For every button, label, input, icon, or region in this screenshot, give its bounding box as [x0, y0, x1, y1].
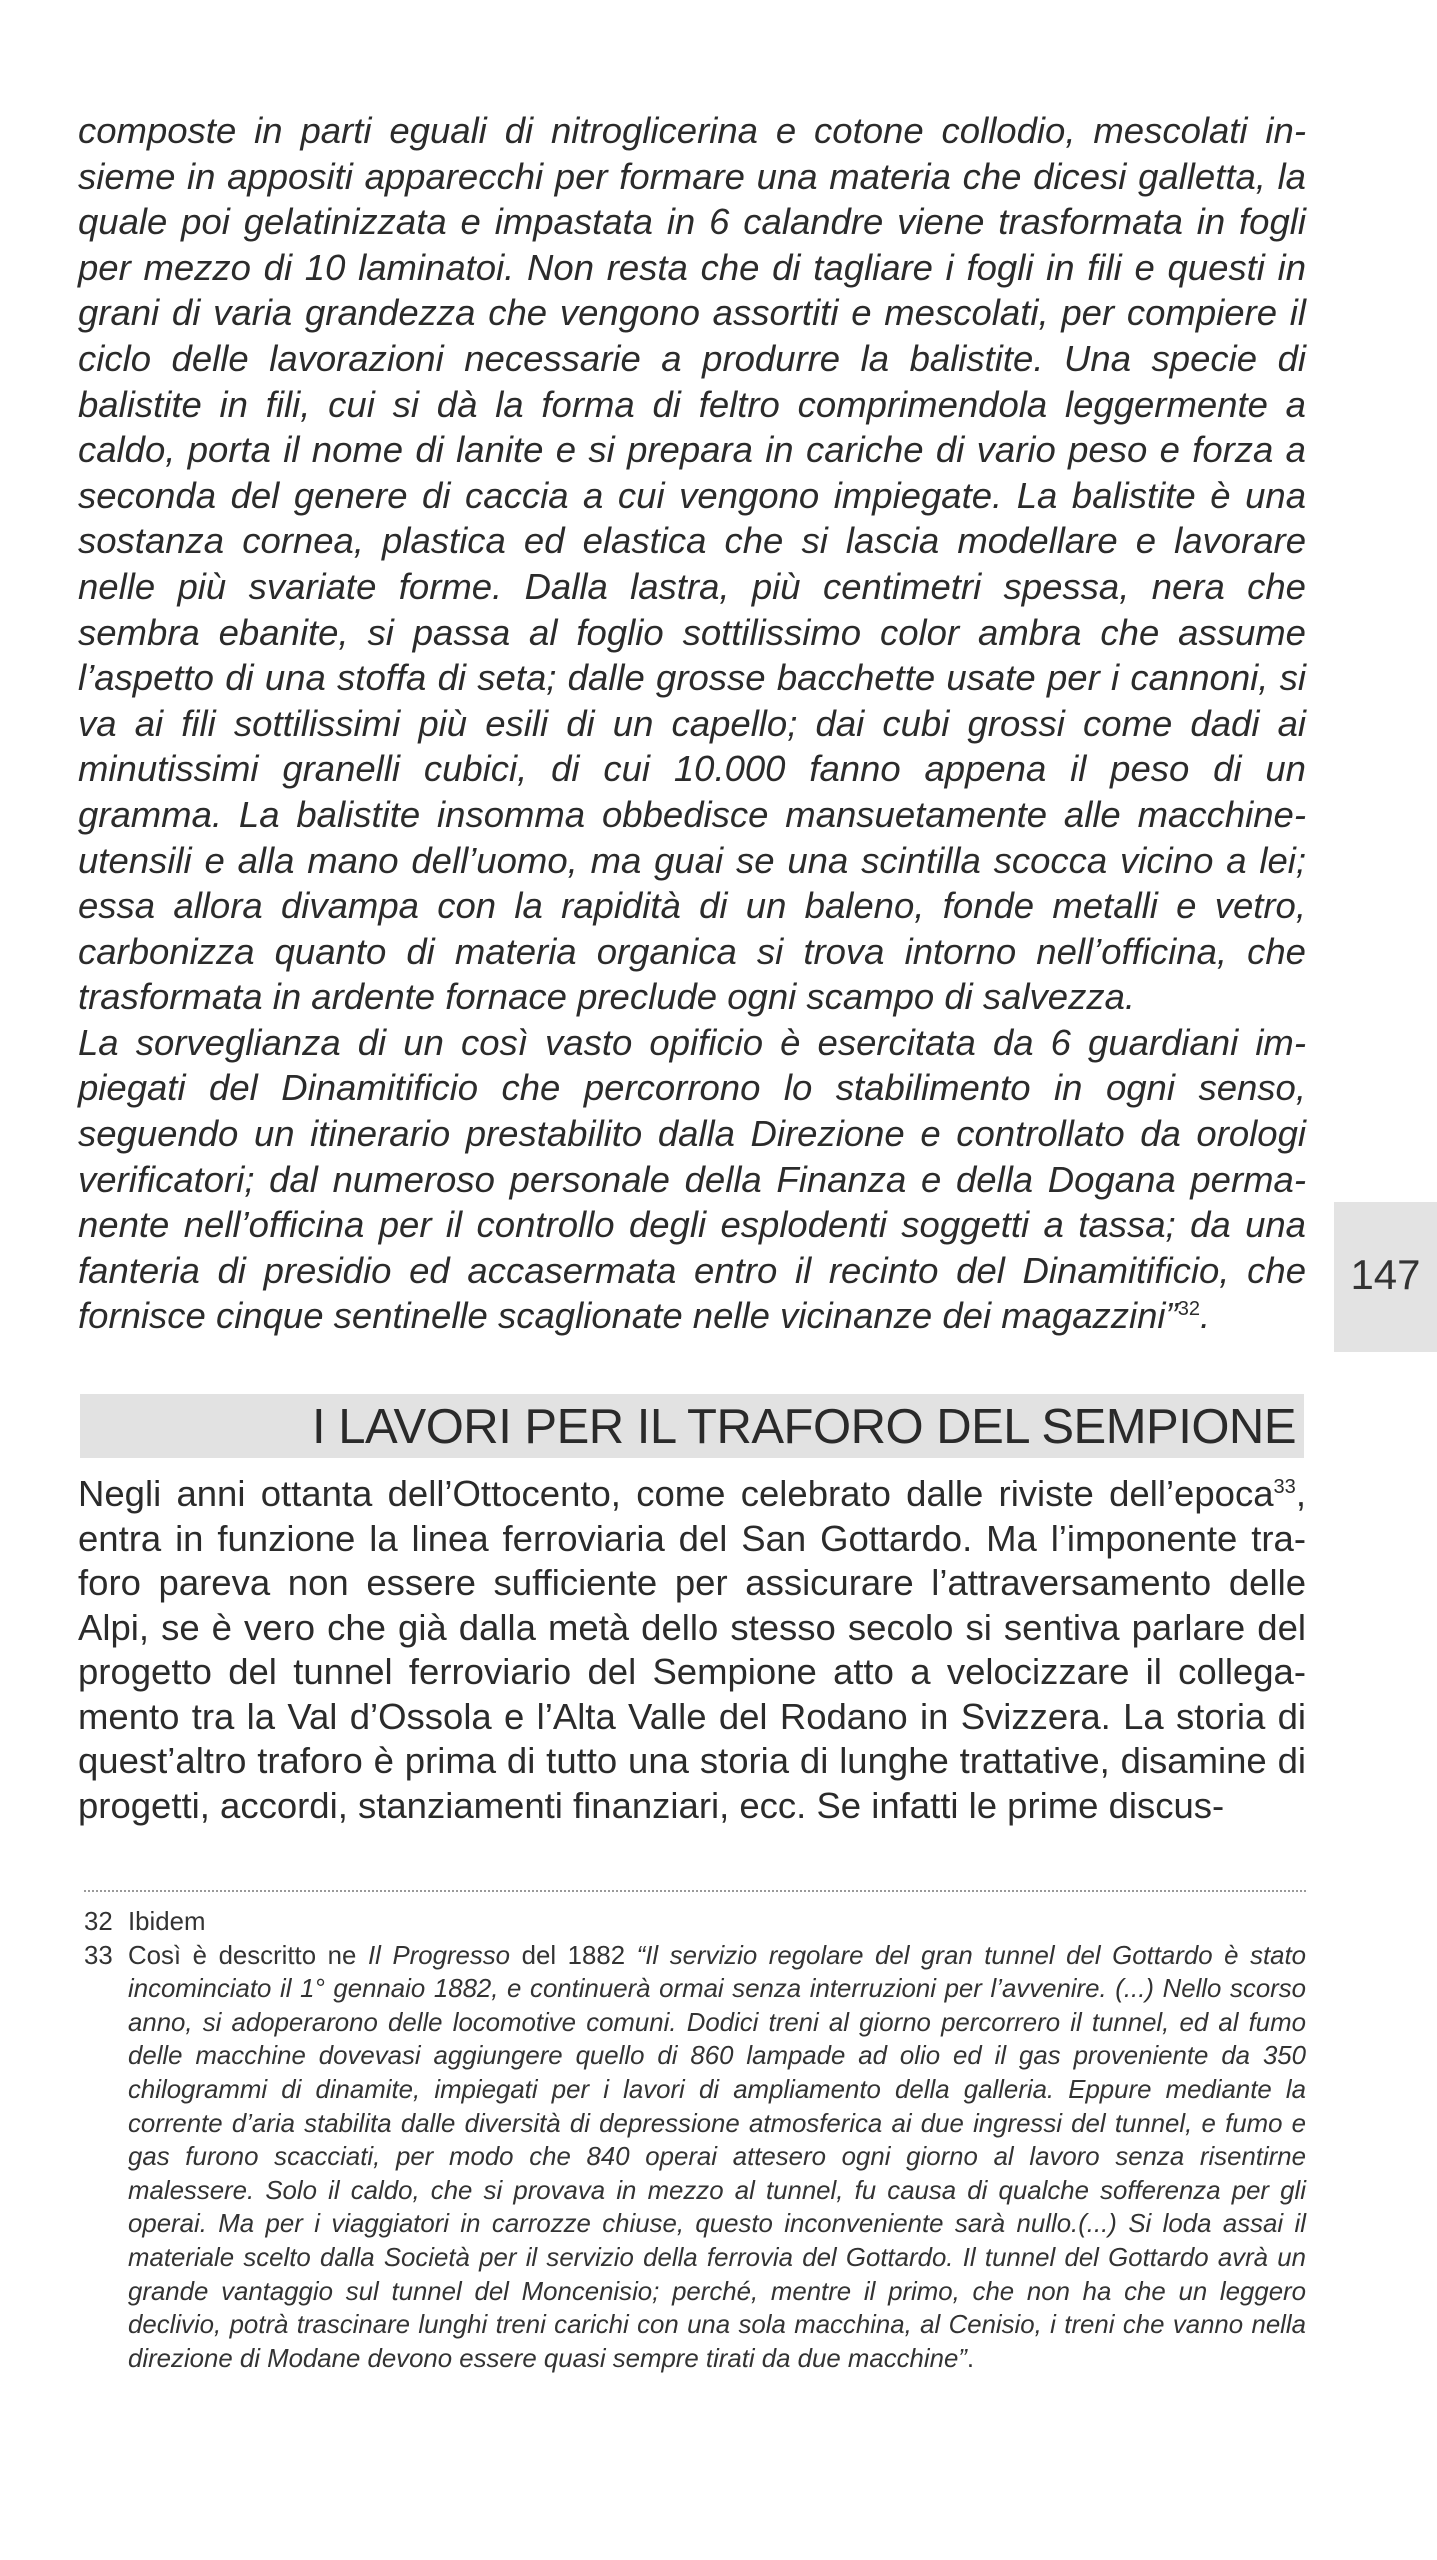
footnote-ref-33[interactable]: 33: [1273, 1475, 1296, 1498]
section-title: I LAVORI PER IL TRAFORO DEL SEMPIONE: [311, 1400, 1296, 1454]
footnote-text: Ibidem: [128, 1908, 206, 1936]
quote-paragraph-1-text: composte in parti eguali di nitroglicerina e cotone collodio, mescolati insieme in appositi apparecchi per formare una materia che dicesi galletta, la quale poi gelatinizzata e impastata in 6 calandre viene trasformata in fogli per mezzo di 10 laminatoi. Non resta che di tagliare i fogli in fili e questi in grani di varia grandezza che vengono assortiti e mescolati, per compiere il ciclo delle lavorazioni necessarie a produrre la balistite. Una specie di balistite in fili, cui si dà la forma di feltro comprimendola leggermente a caldo, porta il nome di lanite e si prepara in cariche di vario peso e forza a seconda del genere di caccia a cui vengono impiegate. La balistite è una sostanza cornea, plastica ed elastica che si lascia modellare e lavorare nelle più svariate forme. Dalla lastra, più centimetri spessa, nera che sembra ebanite, si passa al foglio sottilissimo color ambra che assume l’aspetto di una stoffa di seta; dalle grosse bacchette usate per i cannoni, si va ai fili sottilissimi più esili di un capello; dai cubi grossi come dadi ai minutissimi granelli cubici, di cui 10.000 fanno appena il peso di un gramma. La balistite insomma obbedisce mansuetamente alle macchine-utensili e alla mano dell’uomo, ma guai se una scintilla scocca vicino a lei; essa allora divampa con la rapidità di un baleno, fonde metalli e vetro, carbonizza quanto di materia organica si trova intorno nell’officina, che trasformata in ardente fornace preclude ogni scampo di salvezza.: [78, 110, 1306, 1018]
quote-paragraph-2-text: La sorveglianza di un così vasto opificio è esercitata da 6 guardiani impiegati del Dinamitificio che percorrono lo stabilimento in ogni senso, seguendo un itinerario prestabilito dalla Direzione e controllato da orologi verificatori; dal numeroso personale della Finanza e della Dogana permanente nell’officina per il controllo degli esplodenti soggetti a tassa; da una fanteria di presidio ed accasermata entro il recinto del Dinamitificio, che fornisce cinque sentinelle scaglionate nelle vicinanze dei magazzini”: [78, 1021, 1306, 1337]
section-body-start: Negli anni ottanta dell’Ottocento, come celebrato dalle riviste dell’epoca: [78, 1473, 1274, 1514]
footnote-number: 33: [84, 1941, 113, 1970]
footnote-source-title: Il Progresso: [367, 1941, 511, 1970]
footnote-ref-32[interactable]: 32: [1177, 1298, 1201, 1321]
section-body: [78, 1472, 1306, 1828]
footnotes: [84, 1906, 1306, 2376]
footnote-33: [84, 1940, 1306, 2377]
footnote-divider: [84, 1890, 1306, 1892]
footnote-end: .: [966, 2344, 975, 2373]
quote-end-punct: .: [1200, 1295, 1211, 1337]
section-heading-bar: [80, 1394, 1304, 1458]
footnote-middle: del 1882: [510, 1941, 637, 1970]
quoted-passage: [78, 108, 1306, 1339]
italic-quote-block: [78, 108, 1306, 1339]
quote-paragraph-1: [78, 108, 1306, 1020]
footnote-number: 32: [84, 1908, 113, 1936]
section-paragraph: [78, 1472, 1306, 1828]
footnote-32: [84, 1906, 1306, 1940]
page-number: 147: [1350, 1251, 1421, 1298]
footnote-text: [128, 1940, 1306, 2377]
section-body-rest: , entra in funzione la linea ferroviaria del San Gottardo. Ma l’imponente traforo pareva non essere sufficiente per assicurare l’attraversamento delle Alpi, se è vero che già dalla metà dello stesso secolo si sentiva parlare del progetto del tunnel ferroviario del Sempione atto a velocizzare il collegamento tra la Val d’Ossola e l’Alta Valle del Rodano in Svizzera. La storia di quest’altro traforo è prima di tutto una storia di lunghe trattative, disamine di progetti, accordi, stanziamenti finanziari, ecc. Se infatti le prime discus-: [78, 1473, 1306, 1826]
footnote-quote: “Il servizio regolare del gran tunnel del Gottardo è stato incominciato il 1° gennaio 1882, e continuerà ormai senza interruzioni per l’avvenire. (...) Nello scorso anno, si adoperarono delle locomotive comuni. Dodici treni al giorno percorrero il tunnel, ed al fumo delle macchine dovevasi aggiungere quello di 860 lampade ad olio ed il gas proveniente da 350 chilogrammi di dinamite, impiegati per i lavori di ampliamento della galleria. Eppure mediante la corrente d’aria stabilita dalle diversità di depressione atmosferica ai due ingressi del tunnel, e fumo e gas furono scacciati, per modo che 840 operai attesero ogni giorno al lavoro senza risentirne malessere. Solo il caldo, che si provava in mezzo al tunnel, fu causa di qualche sofferenza per gli operai. Ma per i viaggiatori in carrozze chiuse, questo inconveniente sarà nullo.(...) Si loda assai il materiale scelto dalla Società per il servizio della ferrovia del Gottardo. Il tunnel del Gottardo avrà un grande vantaggio sul tunnel del Moncenisio; perché, mentre il primo, che non ha che un leggero declivio, potrà trascinare lunghi treni carichi con una sola macchina, al Cenisio, i treni che vanno nella direzione di Modane devono essere quasi sempre tirati da due macchine”: [128, 1941, 1307, 2373]
quote-paragraph-2: [78, 1020, 1306, 1339]
footnote-prefix: Così è descritto ne: [128, 1941, 368, 1970]
